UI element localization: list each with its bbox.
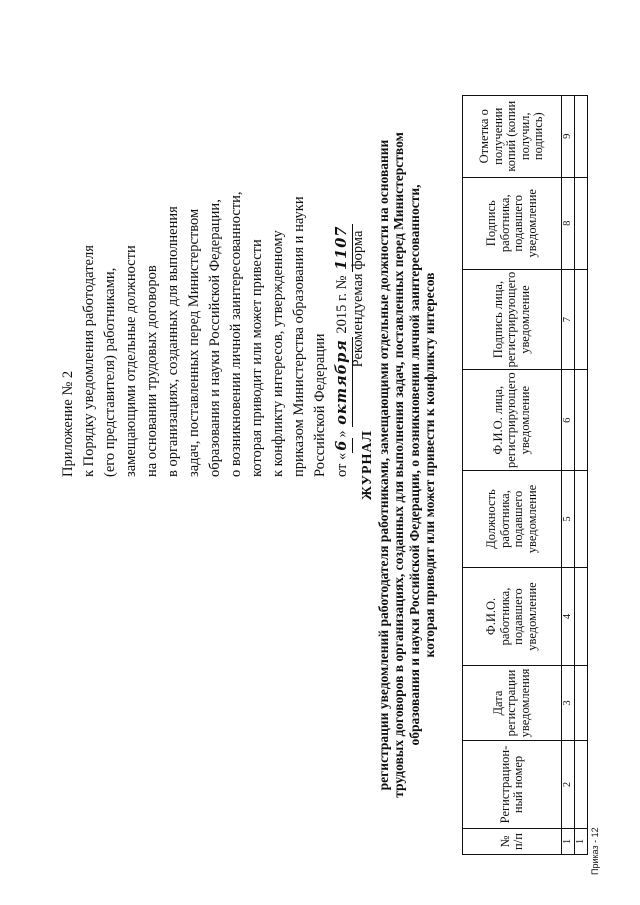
column-number: 8 [562,177,575,269]
table-header-row [463,95,562,854]
journal-table [462,95,588,855]
column-header: Должность работника, подавшего уведомление [463,471,562,568]
table-cell [575,568,588,666]
table-cell [575,741,588,829]
column-number: 3 [562,666,575,741]
appendix-line: которая приводит или может привести [249,239,265,477]
column-header: Подпись работника, подавшего уведомление [463,177,562,269]
journal-subtitle-line: образования и науки Российской Федерации, о возникновении личной заинтересованности, [406,184,422,746]
column-number: 7 [562,269,575,370]
journal-subtitle-line: которая приводит или может привести к конфликту интересов [422,272,437,658]
appendix-line: приказом Министерства образования и науки [291,196,307,477]
table-cell [575,269,588,370]
appendix-line: к конфликту интересов, утвержденному [270,230,286,477]
appendix-line: задач, поставленных перед Министерством [186,208,202,477]
table-cell [575,370,588,471]
column-header: Отметка о получении копий (копии получил, подпись) [463,95,562,177]
column-number: 6 [562,370,575,471]
column-number: 1 [562,829,575,855]
appendix-line: к Порядку уведомления работодателя [81,245,97,477]
table-cell [575,666,588,741]
journal-title: ЖУРНАЛ [360,430,375,500]
recommended-form-label: Рекомендуемая форма [350,230,366,368]
journal-heading [360,85,438,845]
handwritten-day: 6 [331,438,353,453]
handwritten-month: октября [331,337,353,427]
appendix-line: замещающими отдельные должности [123,245,139,477]
appendix-line: образования и науки Российской Федерации, [207,199,223,477]
date-prefix: от « [334,452,350,477]
column-header: Дата регистрации уведомления [463,666,562,741]
journal-subtitle-line: трудовых договоров в организациях, созданных для выполнения задач, поставленных перед Министерством [391,132,406,798]
column-number: 5 [562,471,575,568]
column-header: Ф.И.О. лица, регистрирующего уведомление [463,370,562,471]
table-cell [575,471,588,568]
appendix-line: на основании трудовых договоров [144,265,160,477]
handwritten-order-number: 1107 [331,224,353,272]
table-cell [575,177,588,269]
appendix-line: в организациях, созданных для выполнения [165,206,181,477]
column-number: 2 [562,741,575,829]
date-year: 2015 г. № [334,275,350,334]
column-header: Регистрацион-ный номер [463,741,562,829]
appendix-line: Приложение № 2 [60,370,76,477]
column-number-row [562,95,575,854]
page-footer: Приказ - 12 [590,827,600,875]
appendix-line: Российской Федерации [312,333,328,477]
table-row [575,95,588,854]
table-cell [575,95,588,177]
appendix-line: о возникновении личной заинтересованности, [228,191,244,477]
column-number: 4 [562,568,575,666]
date-mid: » [334,430,350,438]
journal-subtitle-line: регистрации уведомлений работодателя работниками, замещающими отдельные должности на основании [375,139,391,791]
column-header: Ф.И.О. работника, подавшего уведомление [463,568,562,666]
appendix-line: (его представителя) работниками, [102,267,118,477]
row-number: 1 [575,829,588,855]
column-header: № п/п [463,829,562,855]
column-number: 9 [562,95,575,177]
column-header: Подпись лица, регистрирующего уведомление [463,269,562,370]
appendix-block [58,157,353,477]
